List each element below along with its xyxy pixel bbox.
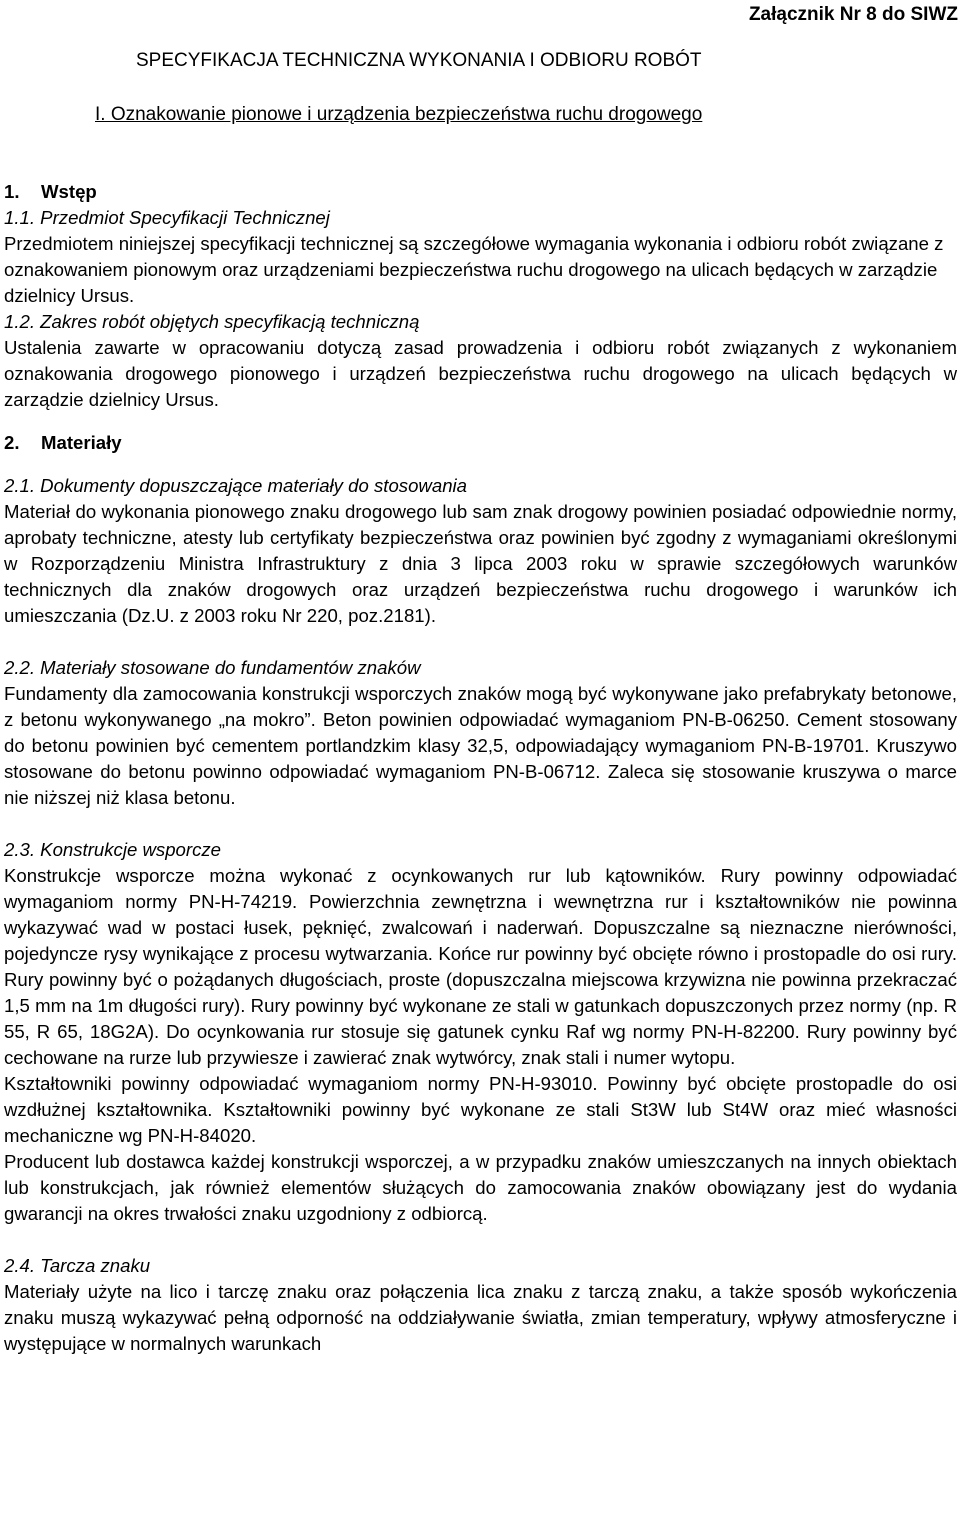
paragraph-2-3-a: Konstrukcje wsporcze można wykonać z ocynkowanych rur lub kątowników. Rury powinny odpowiadać wymaganiom normy PN-H-74219. Powierzchnia zewnętrzna i wewnętrzna rur i kształtowników nie powinna wykazywać wad w postaci łusek, pęknięć, zwalcowań i naderwań. Dopuszczalne są nieznaczne nierówności, pojedyncze rysy wynikające z procesu wytwarzania. Końce rur powinny być obcięte równo i prostopadle do osi rury. Rury powinny być o pożądanych długościach, proste (dopuszczalna miejscowa krzywizna nie powinna przekraczać 1,5 mm na 1m długości rury). Rury powinny być wykonane ze stali w gatunkach dopuszczonych przez normy (np. R 55, R 65, 18G2A). Do ocynkowania rur stosuje się gatunek cynku Raf wg normy PN-H-82200. Rury powinny być cechowane na rurze lub przywiesze i zawierać znak wytwórcy, znak stali i numer wytopu. <box>4 865 957 1068</box>
attachment-label: Załącznik Nr 8 do SIWZ <box>748 4 958 25</box>
subheading-1-2: 1.2. Zakres robót objętych specyfikacją techniczną <box>4 311 420 332</box>
subheading-1-1: 1.1. Przedmiot Specyfikacji Technicznej <box>4 207 330 228</box>
document-body <box>4 179 957 1357</box>
paragraph-2-3-b: Kształtowniki powinny odpowiadać wymaganiom normy PN-H-93010. Powinny być obcięte prostopadle do osi wzdłużnej kształtownika. Kształtowniki powinny być wykonane ze stali St3W lub St4W oraz mieć własności mechaniczne wg PN-H-84020. <box>4 1073 957 1146</box>
heading-1-text: Wstęp <box>41 181 97 202</box>
subheading-2-4: 2.4. Tarcza znaku <box>4 1255 151 1276</box>
paragraph-2-3-c: Producent lub dostawca każdej konstrukcji wsporczej, a w przypadku znaków umieszczanych na innych obiektach lub konstrukcjach, jak również elementów służących do zamocowania znaków obowiązany jest do wydania gwarancji na okres trwałości znaku uzgodniony z odbiorcą. <box>4 1151 957 1224</box>
heading-2-text: Materiały <box>41 432 122 453</box>
section-title: I. Oznakowanie pionowe i urządzenia bezpieczeństwa ruchu drogowego <box>95 104 703 125</box>
paragraph-2-1: Materiał do wykonania pionowego znaku drogowego lub sam znak drogowy powinien posiadać odpowiednie normy, aprobaty techniczne, atesty lub certyfikaty bezpieczeństwa oraz powinien być zgodny z wymaganiami określonymi w Rozporządzeniu Ministra Infrastruktury z dnia 3 lipca 2003 roku w sprawie szczegółowych warunków technicznych dla znaków drogowych oraz urządzeń bezpieczeństwa ruchu drogowego i warunków ich umieszczania (Dz.U. z 2003 roku Nr 220, poz.2181). <box>4 501 957 626</box>
heading-1 <box>4 179 957 205</box>
paragraph-1-1: Przedmiotem niniejszej specyfikacji technicznej są szczegółowe wymagania wykonania i odbioru robót związane z oznakowaniem pionowym oraz urządzeniami bezpieczeństwa ruchu drogowego na ulicach będących w zarządzie dzielnicy Ursus. <box>4 233 944 306</box>
paragraph-2-4: Materiały użyte na lico i tarczę znaku oraz połączenia lica znaku z tarczą znaku, a także sposób wykończenia znaku muszą wykazywać pełną odporność na oddziaływanie światła, zmian temperatury, wpływy atmosferyczne i występujące w normalnych warunkach <box>4 1281 957 1354</box>
subheading-2-2: 2.2. Materiały stosowane do fundamentów znaków <box>4 657 421 678</box>
document-title: SPECYFIKACJA TECHNICZNA WYKONANIA I ODBIORU ROBÓT <box>136 50 702 71</box>
heading-1-number: 1. <box>4 181 20 202</box>
heading-2 <box>4 430 957 456</box>
heading-2-number: 2. <box>4 432 20 453</box>
paragraph-2-2: Fundamenty dla zamocowania konstrukcji wsporczych znaków mogą być wykonywane jako prefabrykaty betonowe, z betonu wykonywanego „na mokro”. Beton powinien odpowiadać wymaganiom PN-B-06250. Cement stosowany do betonu powinien być cementem portlandzkim klasy 32,5, odpowiadający wymaganiom PN-B-19701. Kruszywo stosowane do betonu powinno odpowiadać wymaganiom PN-B-06712. Zaleca się stosowanie kruszywa o marce nie niższej niż klasa betonu. <box>4 683 957 808</box>
subheading-2-1: 2.1. Dokumenty dopuszczające materiały do stosowania <box>4 475 468 496</box>
subheading-2-3: 2.3. Konstrukcje wsporcze <box>4 839 222 860</box>
paragraph-1-2: Ustalenia zawarte w opracowaniu dotyczą zasad prowadzenia i odbioru robót związanych z wykonaniem oznakowania drogowego pionowego i urządzeń bezpieczeństwa ruchu drogowego na ulicach będących w zarządzie dzielnicy Ursus. <box>4 337 957 410</box>
